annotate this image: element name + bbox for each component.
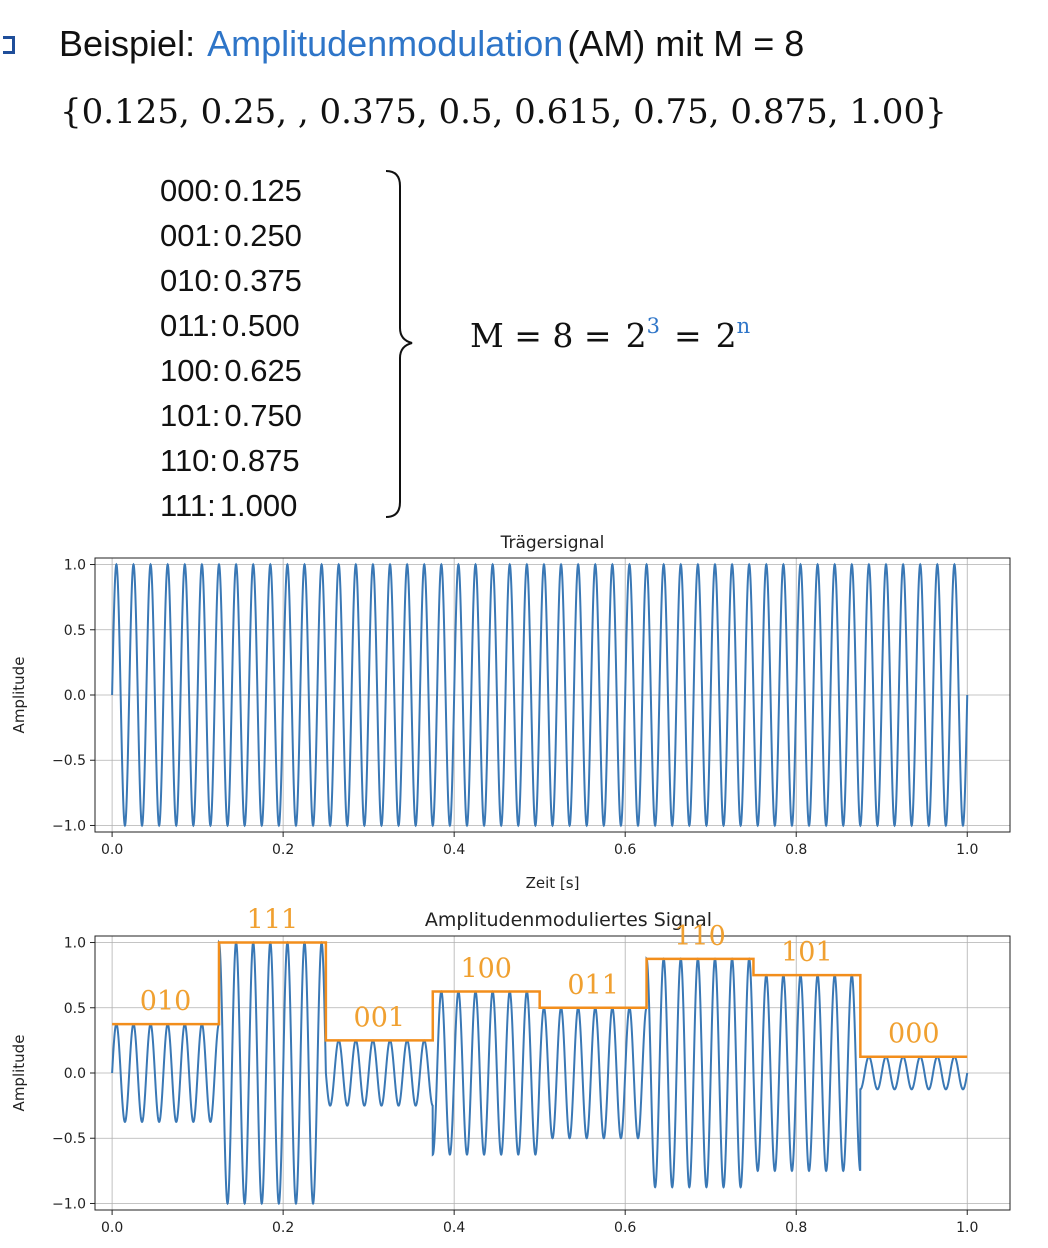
x-tick-label: 0.4 <box>443 1220 466 1236</box>
x-tick-label: 0.2 <box>271 842 295 858</box>
square-bracket-bullet-icon <box>3 36 15 54</box>
am-signal-chart <box>0 897 1048 1248</box>
mapping-value: 0.625 <box>224 353 302 388</box>
mapping-value: 0.875 <box>222 443 300 478</box>
symbol-code-label: 011 <box>567 969 619 1001</box>
mapping-code: 101: <box>160 398 221 433</box>
mapping-row <box>160 168 302 213</box>
mapping-row <box>160 303 302 348</box>
formula <box>470 316 750 355</box>
x-tick-label: 0.6 <box>614 842 637 858</box>
right-curly-brace <box>380 168 420 520</box>
mapping-row <box>160 483 302 528</box>
y-tick-label: 1.0 <box>63 935 86 952</box>
mapping-value: 0.375 <box>224 263 302 298</box>
formula-eq: = <box>673 316 702 355</box>
mapping-code: 010: <box>160 263 221 298</box>
formula-base2: 2 <box>715 316 737 355</box>
y-axis-label: Amplitude <box>10 656 28 734</box>
x-tick-label: 0.6 <box>614 1220 637 1236</box>
y-tick-label: −0.5 <box>52 1131 86 1148</box>
formula-lhs: M = 8 = <box>470 316 612 355</box>
x-tick-label: 0.8 <box>785 1220 808 1236</box>
x-tick-label: 0.0 <box>100 1220 124 1236</box>
mapping-code: 110: <box>160 443 219 478</box>
mapping-row <box>160 393 302 438</box>
x-tick-label: 0.0 <box>100 842 124 858</box>
mapping-value: 0.500 <box>222 308 300 343</box>
symbol-code-label: 100 <box>460 953 513 985</box>
mapping-row <box>160 348 302 393</box>
y-tick-label: 0.5 <box>63 622 86 639</box>
mapping-code: 011: <box>160 308 219 343</box>
carrier-signal-chart <box>0 525 1048 897</box>
x-tick-label: 0.2 <box>271 1220 295 1236</box>
symbol-code-label: 111 <box>246 904 299 936</box>
symbol-code-label: 010 <box>139 986 192 1018</box>
mapping-code: 001: <box>160 218 221 253</box>
formula-exp2: n <box>736 314 751 338</box>
y-tick-label: 0.0 <box>63 1066 86 1082</box>
y-tick-label: −1.0 <box>52 818 86 835</box>
code-mapping-list <box>160 168 302 528</box>
x-tick-label: 1.0 <box>956 842 979 858</box>
symbol-code-label: 110 <box>674 920 726 952</box>
mapping-row <box>160 438 302 483</box>
mapping-row <box>160 258 302 303</box>
y-tick-label: 1.0 <box>63 557 86 574</box>
x-tick-label: 1.0 <box>956 1220 979 1236</box>
x-tick-label: 0.4 <box>443 842 466 858</box>
amplitude-set: {0.125, 0.25, , 0.375, 0.5, 0.615, 0.75, 0.875, 1.00} <box>60 92 947 132</box>
carrier-series-line <box>112 565 967 826</box>
y-axis-label: Amplitude <box>10 1034 28 1112</box>
slide-title <box>0 18 1048 70</box>
chart-title: Amplitudenmoduliertes Signal <box>424 909 713 931</box>
y-tick-label: −1.0 <box>52 1196 86 1213</box>
mapping-value: 1.000 <box>219 488 298 523</box>
mapping-value: 0.750 <box>224 398 302 433</box>
title-suffix: (AM) mit M = 8 <box>567 23 805 64</box>
symbol-code-label: 101 <box>781 937 833 969</box>
symbol-code-label: 001 <box>353 1002 406 1034</box>
am-series-line <box>112 943 967 1204</box>
mapping-code: 111: <box>160 488 216 523</box>
mapping-value: 0.125 <box>224 173 302 208</box>
mapping-code: 100: <box>160 353 221 388</box>
y-tick-label: 0.5 <box>63 1000 86 1017</box>
y-tick-label: 0.0 <box>63 688 86 704</box>
title-prefix: Beispiel: <box>59 23 196 64</box>
x-axis-label: Zeit [s] <box>525 874 580 892</box>
formula-exp1: 3 <box>646 314 660 338</box>
title-highlight: Amplitudenmodulation <box>207 23 564 64</box>
chart-title: Trägersignal <box>500 533 605 553</box>
mapping-value: 0.250 <box>224 218 302 253</box>
symbol-code-label: 000 <box>888 1018 940 1050</box>
x-tick-label: 0.8 <box>785 842 808 858</box>
y-tick-label: −0.5 <box>52 753 86 770</box>
formula-base1: 2 <box>625 316 647 355</box>
mapping-code: 000: <box>160 173 221 208</box>
mapping-row <box>160 213 302 258</box>
